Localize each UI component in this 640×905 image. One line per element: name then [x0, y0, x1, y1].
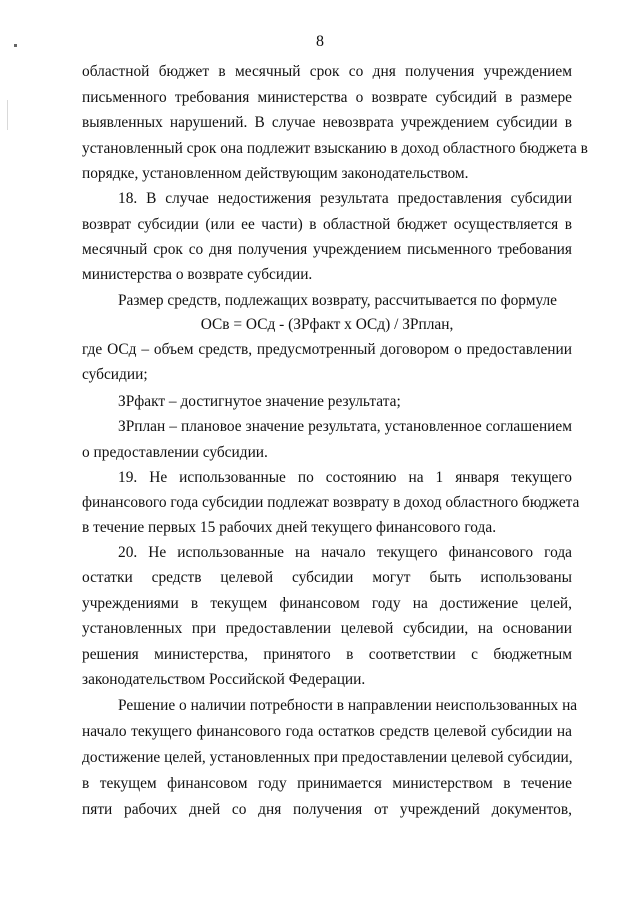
text-line: финансового года субсидии подлежат возврату в доход областного бюджета [82, 494, 580, 511]
text-line: пяти рабочих дней со дня получения от учреждений документов, [82, 801, 572, 818]
formula: ОСв = ОСд - (ЗРфакт х ОСд) / ЗРплан, [200, 316, 454, 333]
definition-zrplan: ЗРплан – плановое значение результата, установленное соглашением [118, 418, 572, 435]
text-line: выявленных нарушений. В случае невозврата учреждением субсидии в [82, 114, 572, 131]
text-line: достижение целей, установленных при предоставлении целевой субсидии, [82, 749, 573, 766]
decision-paragraph-start: Решение о наличии потребности в направлении неиспользованных на [118, 697, 578, 714]
text-line: письменного требования министерства о возврате субсидий в размере [82, 89, 572, 106]
paragraph-18-start: 18. В случае недостижения результата предоставления субсидии [118, 190, 572, 207]
text-line: законодательством Российской Федерации. [82, 671, 366, 688]
text-line: в течение первых 15 рабочих дней текущего финансового года. [82, 519, 497, 536]
text-line: учреждениями в текущем финансовом году на достижение целей, [82, 595, 572, 612]
text-line: возврат субсидии (или ее части) в областной бюджет осуществляется в [82, 216, 572, 233]
text-line: в текущем финансовом году принимается министерством в течение [82, 775, 572, 792]
text-line: министерства о возврате субсидии. [82, 266, 313, 283]
text-line: субсидии; [82, 366, 148, 383]
text-line: установленный срок она подлежит взысканию в доход областного бюджета в [82, 140, 588, 157]
text-line: решения министерства, принятого в соответствии с бюджетным [82, 646, 572, 663]
text-line: начало текущего финансового года остатков средств целевой субсидии на [82, 723, 572, 740]
page-number: 8 [316, 33, 324, 50]
paragraph-19-start: 19. Не использованные по состоянию на 1 января текущего [118, 469, 572, 486]
scan-mark [7, 100, 8, 130]
paragraph-20-start: 20. Не использованные на начало текущего финансового года [118, 544, 572, 561]
text-line: установленных при предоставлении целевой субсидии, на основании [82, 620, 572, 637]
formula-intro: Размер средств, подлежащих возврату, рассчитывается по формуле [118, 292, 557, 309]
text-line: где ОСд – объем средств, предусмотренный договором о предоставлении [82, 341, 572, 358]
text-line: порядке, установленном действующим законодательством. [82, 165, 469, 182]
text-line: областной бюджет в месячный срок со дня получения учреждением [82, 63, 572, 80]
text-line: месячный срок со дня получения учреждением письменного требования [82, 241, 572, 258]
text-line: о предоставлении субсидии. [82, 444, 268, 461]
definition-zrfakt: ЗРфакт – достигнутое значение результата; [118, 393, 401, 410]
text-line: остатки средств целевой субсидии могут быть использованы [82, 569, 572, 586]
